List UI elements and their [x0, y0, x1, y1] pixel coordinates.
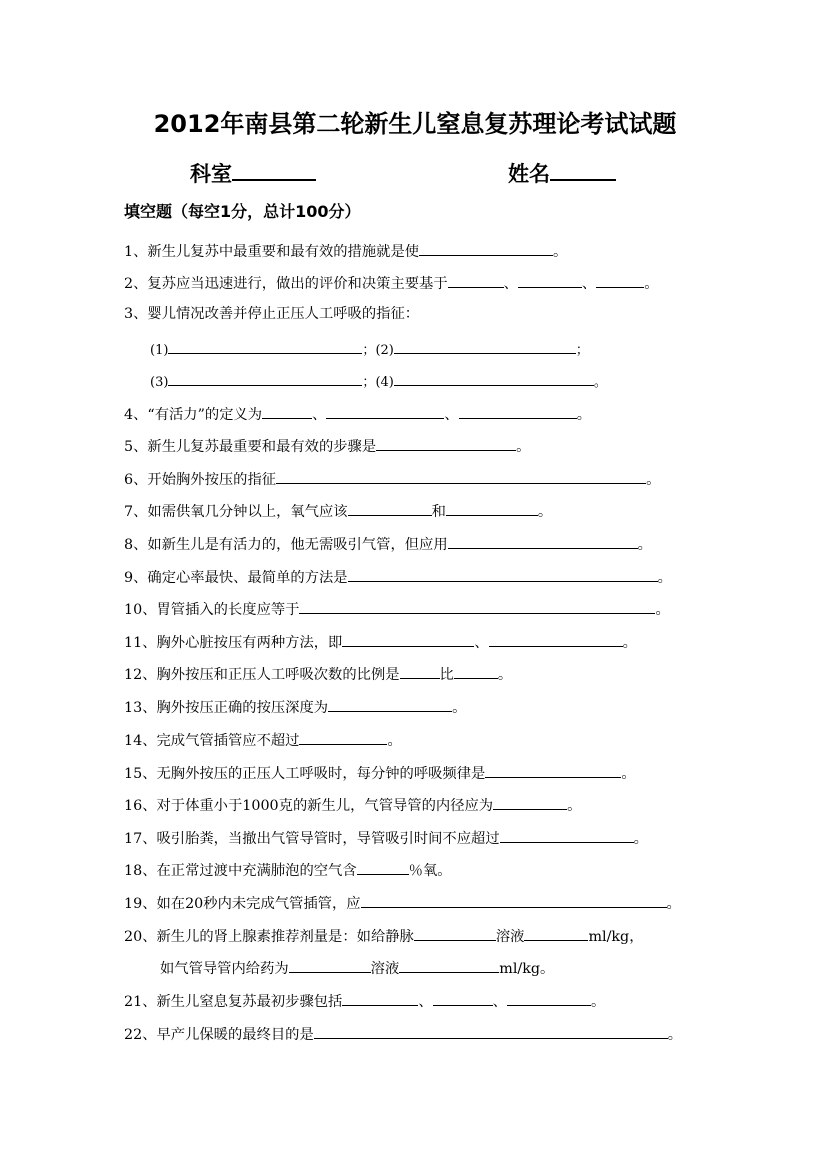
- punctuation: 。: [666, 896, 681, 912]
- question-text: 9、确定心率最快、最简单的方法是: [124, 570, 348, 586]
- punctuation: 。: [622, 635, 637, 651]
- question-10: [124, 598, 670, 620]
- separator: 、: [312, 407, 327, 423]
- name-field: [508, 158, 616, 188]
- punctuation: 。: [497, 667, 513, 683]
- question-text: 10、胃管插入的长度应等于: [124, 602, 300, 618]
- answer-blank[interactable]: [342, 990, 418, 1006]
- question-22: [124, 1023, 682, 1045]
- punctuation: 。: [452, 700, 467, 716]
- answer-blank[interactable]: [400, 663, 440, 679]
- punctuation: 。: [655, 602, 670, 618]
- item-number: (4): [375, 375, 394, 390]
- answer-blank[interactable]: [394, 370, 594, 386]
- connector: 和: [431, 504, 446, 520]
- answer-blank[interactable]: [357, 859, 409, 875]
- answer-blank[interactable]: [507, 990, 591, 1006]
- question-text: 如气管导管内给药为: [160, 961, 289, 977]
- answer-blank[interactable]: [299, 729, 387, 745]
- answer-blank[interactable]: [446, 500, 538, 516]
- unit-text: ml/kg。: [499, 961, 555, 977]
- answer-blank[interactable]: [414, 925, 496, 941]
- item-number: (1): [150, 343, 169, 358]
- question-text: 16、对于体重小于1000克的新生儿，气管导管的内径应为: [124, 798, 494, 814]
- answer-blank[interactable]: [276, 468, 646, 484]
- connector: 比: [439, 667, 454, 683]
- question-text: 4、“有活力”的定义为: [124, 407, 263, 423]
- answer-blank[interactable]: [376, 435, 516, 451]
- answer-blank[interactable]: [433, 990, 493, 1006]
- question-text: 18、在正常过渡中充满肺泡的空气含: [124, 863, 357, 879]
- name-label: 姓名: [508, 162, 550, 186]
- answer-blank[interactable]: [500, 827, 634, 843]
- question-14: [124, 729, 402, 751]
- answer-blank[interactable]: [326, 403, 444, 419]
- punctuation: 。: [593, 375, 607, 390]
- question-11: [124, 631, 637, 653]
- answer-blank[interactable]: [168, 370, 362, 386]
- question-text: 20、新生儿的肾上腺素推荐剂量是：如给静脉: [124, 929, 414, 945]
- answer-blank[interactable]: [518, 272, 582, 288]
- question-9: [124, 566, 672, 588]
- answer-blank[interactable]: [448, 272, 504, 288]
- punctuation: 。: [567, 798, 582, 814]
- separator: 、: [581, 276, 597, 292]
- punctuation: 。: [646, 472, 661, 488]
- question-text: 19、如在20秒内未完成气管插管，应: [124, 896, 361, 912]
- separator: 、: [503, 276, 518, 292]
- question-12: [124, 663, 512, 685]
- answer-blank[interactable]: [454, 663, 498, 679]
- punctuation: 。: [657, 570, 672, 586]
- question-text: 13、胸外按压正确的按压深度为: [124, 700, 329, 716]
- question-18: [124, 859, 452, 881]
- question-text: 5、新生儿复苏最重要和最有效的步骤是: [124, 439, 377, 455]
- item-number: (2): [375, 343, 394, 358]
- punctuation: ；: [362, 375, 376, 390]
- item-number: (3): [150, 375, 169, 390]
- answer-blank[interactable]: [328, 696, 452, 712]
- punctuation: 。: [576, 407, 591, 423]
- unit-text: 溶液: [495, 929, 525, 945]
- answer-blank[interactable]: [524, 925, 588, 941]
- department-blank[interactable]: [232, 159, 316, 181]
- answer-blank[interactable]: [314, 1023, 668, 1039]
- question-4: [124, 403, 591, 425]
- question-17: [124, 827, 648, 849]
- question-20-continued: [160, 957, 554, 979]
- question-3-row-1: [150, 338, 589, 361]
- question-text: 2、复苏应当迅速进行，做出的评价和决策主要基于: [124, 276, 448, 292]
- question-text: 6、开始胸外按压的指征: [124, 472, 277, 488]
- answer-blank[interactable]: [489, 631, 623, 647]
- punctuation: ；: [575, 343, 589, 358]
- answer-blank[interactable]: [596, 272, 644, 288]
- punctuation: 。: [590, 994, 606, 1010]
- punctuation: 。: [621, 766, 636, 782]
- question-19: [124, 892, 681, 914]
- question-text: 8、如新生儿是有活力的，他无需吸引气管，但应用: [124, 537, 448, 553]
- question-text: 22、早产儿保暖的最终目的是: [124, 1027, 314, 1043]
- question-text: 17、吸引胎粪，当撤出气管导管时，导管吸引时间不应超过: [124, 831, 500, 847]
- separator: 、: [418, 994, 433, 1010]
- separator: 、: [444, 407, 459, 423]
- answer-blank[interactable]: [299, 598, 655, 614]
- answer-blank[interactable]: [348, 500, 432, 516]
- punctuation: 。: [537, 504, 553, 520]
- answer-blank[interactable]: [262, 403, 312, 419]
- separator: 、: [474, 635, 489, 651]
- question-text: 15、无胸外按压的正压人工呼吸时，每分钟的呼吸频律是: [124, 766, 486, 782]
- answer-blank[interactable]: [485, 762, 621, 778]
- punctuation: 。: [387, 733, 402, 749]
- answer-blank[interactable]: [361, 892, 667, 908]
- question-text: 11、胸外心脏按压有两种方法，即: [124, 635, 343, 651]
- unit-text: ml/kg，: [588, 929, 644, 945]
- question-text: 12、胸外按压和正压人工呼吸次数的比例是: [124, 667, 400, 683]
- answer-blank[interactable]: [348, 566, 658, 582]
- question-16: [124, 794, 581, 816]
- question-20: [124, 925, 644, 947]
- question-3: 3、婴儿情况改善并停止正压人工呼吸的指征：: [124, 306, 420, 322]
- punctuation: 。: [644, 276, 659, 292]
- question-2: [124, 272, 659, 294]
- answer-blank[interactable]: [493, 794, 567, 810]
- unit-text: 溶液: [370, 961, 400, 977]
- answer-blank[interactable]: [419, 240, 553, 256]
- answer-blank[interactable]: [399, 957, 499, 973]
- question-8: [124, 533, 652, 555]
- answer-blank[interactable]: [342, 631, 474, 647]
- unit-text: ％氧。: [408, 863, 452, 879]
- question-1: [124, 240, 567, 262]
- section-title: 填空题（每空1分，总计100分）: [124, 202, 361, 221]
- question-text: 14、完成气管插管应不超过: [124, 733, 300, 749]
- question-5: [124, 435, 530, 457]
- answer-blank[interactable]: [289, 957, 371, 973]
- name-blank[interactable]: [550, 159, 616, 181]
- question-text: 21、新生儿窒息复苏最初步骤包括: [124, 994, 343, 1010]
- separator: 、: [492, 994, 507, 1010]
- answer-blank[interactable]: [168, 338, 362, 354]
- question-text: 1、新生儿复苏中最重要和最有效的措施就是使: [124, 244, 420, 260]
- punctuation: 。: [633, 831, 648, 847]
- question-21: [124, 990, 605, 1012]
- punctuation: 。: [516, 439, 531, 455]
- question-13: [124, 696, 466, 718]
- punctuation: 。: [667, 1027, 683, 1043]
- question-text: 7、如需供氧几分钟以上，氧气应该: [124, 504, 348, 520]
- department-field: [190, 158, 316, 188]
- answer-blank[interactable]: [459, 403, 577, 419]
- department-label: 科室: [190, 162, 232, 186]
- question-3-row-2: [150, 370, 607, 393]
- page-title: 2012年南县第二轮新生儿窒息复苏理论考试试题: [153, 110, 677, 138]
- punctuation: 。: [637, 537, 652, 553]
- question-6: [124, 468, 660, 490]
- answer-blank[interactable]: [394, 338, 576, 354]
- question-7: [124, 500, 552, 522]
- answer-blank[interactable]: [448, 533, 638, 549]
- punctuation: 。: [553, 244, 568, 260]
- question-15: [124, 762, 636, 784]
- punctuation: ；: [362, 343, 376, 358]
